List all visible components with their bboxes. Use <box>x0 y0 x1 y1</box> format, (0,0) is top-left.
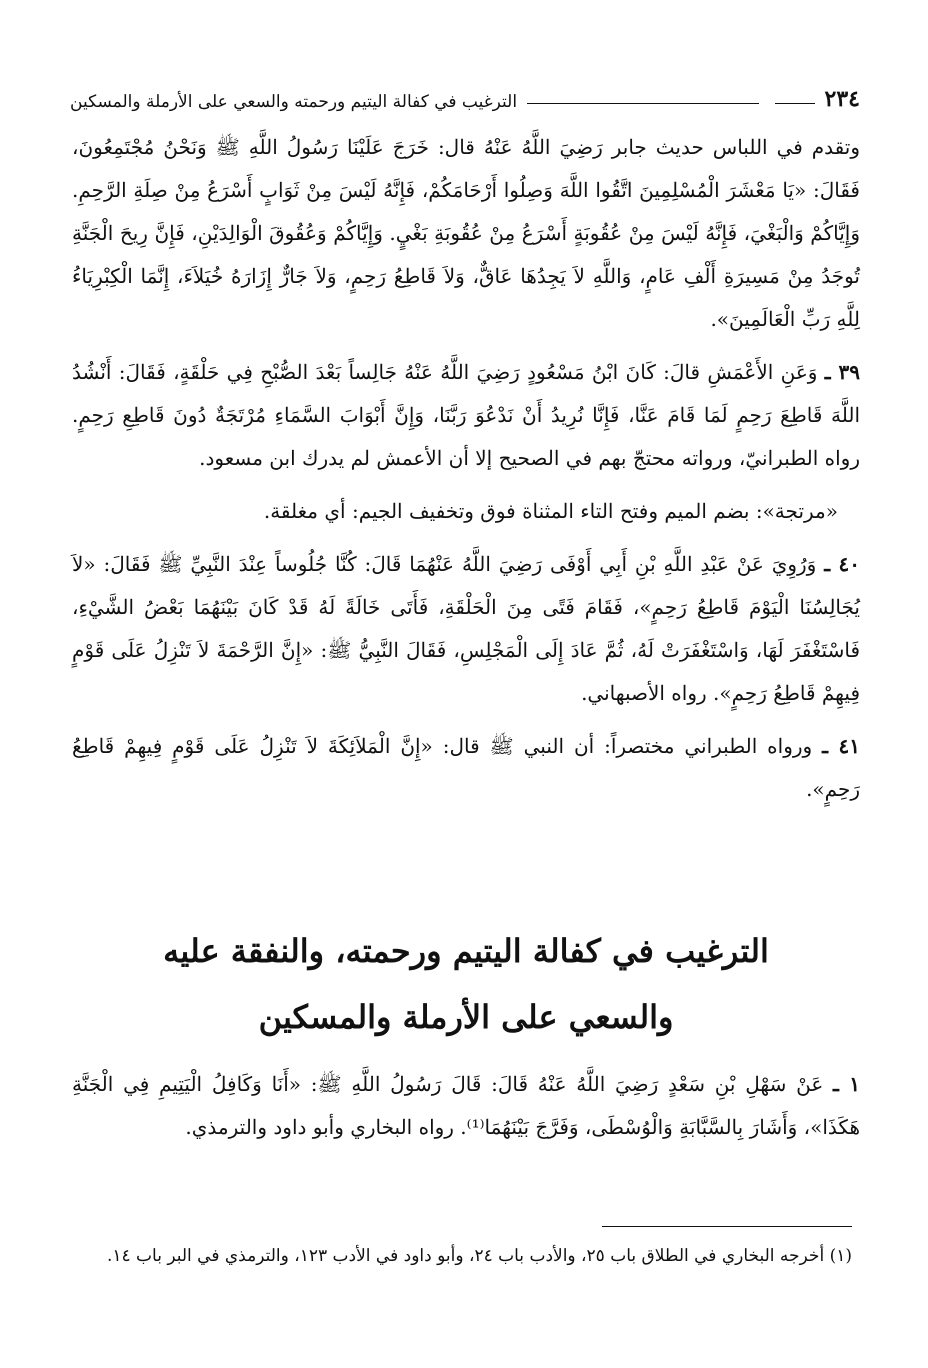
running-header <box>70 76 860 112</box>
section-title <box>72 918 860 1050</box>
gloss-text: «مرتجة»: بضم الميم وفتح التاء المثناة فوق وتخفيف الجيم: أي مغلقة. <box>263 499 838 523</box>
footnote <box>72 1238 852 1274</box>
header-rule-short <box>775 103 815 104</box>
paragraph-text: وَرُوِيَ عَنْ عَبْدِ اللَّهِ بْنِ أَبِي أَوْفَى رَضِيَ اللَّهُ عَنْهُمَا قَالَ: كُنَّا جُلُوساً عِنْدَ النَّبِيِّ ﷺ فَقَالَ: «لاَ يُجَالِسُنَا الْيَوْمَ قَاطِعُ رَحِمٍ»، فَقَامَ فَتًى مِنَ الْحَلْقَةِ، فَأَتَى خَالَةً لَهُ قَدْ كَانَ بَيْنَهُمَا بَعْضُ الشَّيْءِ، فَاسْتَغْفَرَ لَهَا، وَاسْتَغْفَرَتْ لَهُ، ثُمَّ عَادَ إِلَى الْمَجْلِسِ، فَقَالَ النَّبِيُّ ﷺ: «إِنَّ الرَّحْمَةَ لاَ تَنْزِلُ عَلَى قَوْمٍ فِيهِمْ قَاطِعُ رَحِمٍ». رواه الأصبهاني. <box>72 552 860 705</box>
section-text <box>72 1063 860 1159</box>
hadith-number: ١ ـ <box>833 1072 860 1096</box>
section-title-line-2: والسعي على الأرملة والمسكين <box>258 998 674 1036</box>
paragraph-text: وَعَنِ الأَعْمَشِ قالَ: كَانَ ابْنُ مَسْعُودٍ رَضِيَ اللَّهُ عَنْهُ جَالِساً بَعْدَ الصُّبْحِ فِي حَلْقَةٍ، فَقَالَ: أَنْشُدُ اللَّهَ قَاطِعَ رَحِمٍ لَمَا قَامَ عَنَّا، فَإِنَّا نُرِيدُ أَنْ نَدْعُوَ رَبَّنَا، وَإِنَّ أَبْوَابَ السَّمَاءِ مُرْتَجَةٌ دُونَ قَاطِعِ رَحِمٍ. رواه الطبرانيّ، ورواته محتجّ بهم في الصحيح إلا أن الأعمش لم يدرك ابن مسعود. <box>72 360 860 470</box>
header-rule-long <box>527 103 758 104</box>
main-text <box>72 126 860 821</box>
section-title-line-1: الترغيب في كفالة اليتيم ورحمته، والنفقة عليه <box>163 932 769 970</box>
hadith-number: ٣٩ ـ <box>824 360 860 384</box>
paragraph-text: ورواه الطبراني مختصراً: أن النبي ﷺ قال: «إِنَّ الْمَلاَئِكَةَ لاَ تَنْزِلُ عَلَى قَوْمٍ فِيهِمْ قَاطِعُ رَحِمٍ». <box>72 734 860 801</box>
gloss-note <box>72 490 860 533</box>
running-title: الترغيب في كفالة اليتيم ورحمته والسعي على الأرملة والمسكين <box>70 92 518 112</box>
paragraph-intro <box>72 126 860 341</box>
hadith-number: ٤٠ ـ <box>824 552 861 576</box>
footnote-marker: (١) <box>829 1246 852 1266</box>
paragraph-text: عَنْ سَهْلِ بْنِ سَعْدٍ رَضِيَ اللَّهُ عَنْهُ قَالَ: قَالَ رَسُولُ اللَّهِ ﷺ: «أَنَا وَكَافِلُ الْيَتِيمِ فِي الْجَنَّةِ هَكَذَا»، وَأَشَارَ بِالسَّبَّابَةِ وَالْوُسْطَى، وَفَرَّجَ بَيْنَهُمَا⁽¹⁾. رواه البخاري وأبو داود والترمذي. <box>72 1072 860 1139</box>
hadith-39 <box>72 351 860 480</box>
footnote-separator <box>602 1226 852 1227</box>
footnote-text: أخرجه البخاري في الطلاق باب ٢٥، والأدب باب ٢٤، وأبو داود في الأدب ١٢٣، والترمذي في البر باب ١٤. <box>106 1246 825 1266</box>
paragraph-text: وتقدم في اللباس حديث جابر رَضِيَ اللَّهُ عَنْهُ قال: خَرَجَ عَلَيْنَا رَسُولُ اللَّهِ ﷺ وَنَحْنُ مُجْتَمِعُونَ، فَقَالَ: «يَا مَعْشَرَ الْمُسْلِمِينَ اتَّقُوا اللَّهَ وَصِلُوا أَرْحَامَكُمْ، فَإِنَّهُ لَيْسَ مِنْ ثَوَابٍ أَسْرَعُ مِنْ صِلَةِ الرَّحِمِ. وَإِيَّاكُمْ وَالْبَغْيَ، فَإِنَّهُ لَيْسَ مِنْ عُقُوبَةٍ أَسْرَعُ مِنْ عُقُوبَةِ بَغْيٍ. وَإِيَّاكُمْ وَعُقُوقَ الْوَالِدَيْنِ، فَإِنَّ رِيحَ الْجَنَّةِ تُوجَدُ مِنْ مَسِيرَةِ أَلْفِ عَامٍ، وَاللَّهِ لاَ يَجِدُهَا عَاقٌّ، وَلاَ قَاطِعُ رَحِمٍ، وَلاَ جَارٌّ إِزَارَهُ خُيَلاَءَ، إِنَّمَا الْكِبْرِيَاءُ لِلَّهِ رَبِّ الْعَالَمِينَ». <box>72 135 861 331</box>
page-number: ٢٣٤ <box>824 86 860 112</box>
hadith-number: ٤١ ـ <box>822 734 860 758</box>
hadith-41 <box>72 725 860 811</box>
hadith-40 <box>72 543 860 715</box>
section-hadith-1 <box>72 1063 860 1149</box>
